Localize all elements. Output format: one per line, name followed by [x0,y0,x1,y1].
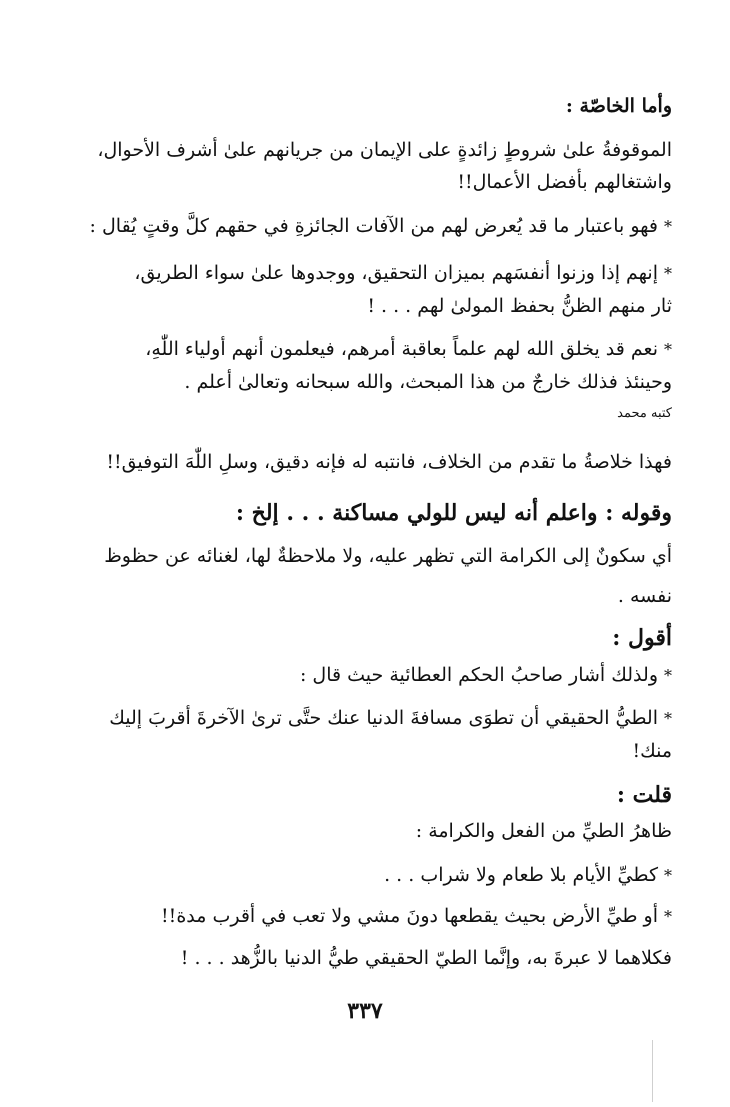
bullet-text: نعم قد يخلق الله لهم علماً بعاقبة أمرهم، فيعلمون أنهم أولياء اللّٰهِ، [145,338,658,360]
scan-edge-line [652,1040,653,1102]
paragraph-line: وحينئذ فذلك خارجٌ من هذا المبحث، والله سبحانه وتعالىٰ أعلم . [184,371,672,393]
star-bullet-icon: * [664,264,672,283]
bullet-item [68,260,672,287]
star-bullet-icon: * [664,217,672,236]
section-heading-aqulu: أقول : [612,625,672,651]
bullet-item [68,213,672,240]
paragraph-line: واشتغالهم بأفضل الأعمال!! [457,171,672,193]
star-bullet-icon: * [664,866,672,885]
page-number: ٣٣٧ [347,998,383,1024]
signature-note: كتبه محمد [617,406,672,421]
paragraph-line: نفسه . [617,585,672,607]
star-bullet-icon: * [664,340,672,359]
section-heading-qawluhu: وقوله : واعلم أنه ليس للولي مساكنة . . . إلخ : [235,500,672,526]
section-heading-qultu: قلت : [616,782,672,808]
paragraph-line: أي سكونٌ إلى الكرامة التي تظهر عليه، ولا ملاحظةٌ لها، لغنائه عن حظوظ [104,545,672,567]
bullet-text: الطيُّ الحقيقي أن تطوَى مسافةَ الدنيا عنك حتَّى ترىٰ الآخرةَ أقربَ إليك [109,707,658,729]
bullet-item [68,336,672,363]
bullet-item [68,705,672,732]
bullet-item [68,662,672,689]
bullet-item [68,903,672,930]
bullet-text: كطيِّ الأيام بلا طعام ولا شراب . . . [384,864,658,886]
bullet-item [68,862,672,889]
star-bullet-icon: * [664,709,672,728]
paragraph-line: ثار منهم الظنُّ بحفظ المولىٰ لهم . . . ! [367,295,672,317]
section-heading-khassa: وأما الخاصّة : [565,95,672,117]
bullet-text: ولذلك أشار صاحبُ الحكم العطائية حيث قال : [299,664,658,686]
star-bullet-icon: * [664,907,672,926]
paragraph-line: فهذا خلاصةُ ما تقدم من الخلاف، فانتبه له فإنه دقيق، وسلِ اللّٰهَ التوفيق!! [106,451,672,473]
paragraph-line: الموقوفةُ علىٰ شروطٍ زائدةٍ على الإيمان من جريانهم علىٰ أشرف الأحوال، [97,139,672,161]
paragraph-line: منك! [632,740,672,762]
paragraph-line: فكلاهما لا عبرةَ به، وإنَّما الطيّ الحقيقي طيُّ الدنيا بالزُّهد . . . ! [180,947,672,969]
bullet-text: إنهم إذا وزنوا أنفسَهم بميزان التحقيق، ووجدوها علىٰ سواء الطريق، [134,262,658,284]
bullet-text: أو طيِّ الأرض بحيث يقطعها دونَ مشي ولا تعب في أقرب مدة!! [161,905,658,927]
paragraph-line: ظاهرُ الطيِّ من الفعل والكرامة : [415,820,672,842]
bullet-text: فهو باعتبار ما قد يُعرض لهم من الآفات الجائزةِ في حقهم كلَّ وقتٍ يُقال : [89,215,658,237]
star-bullet-icon: * [664,666,672,685]
